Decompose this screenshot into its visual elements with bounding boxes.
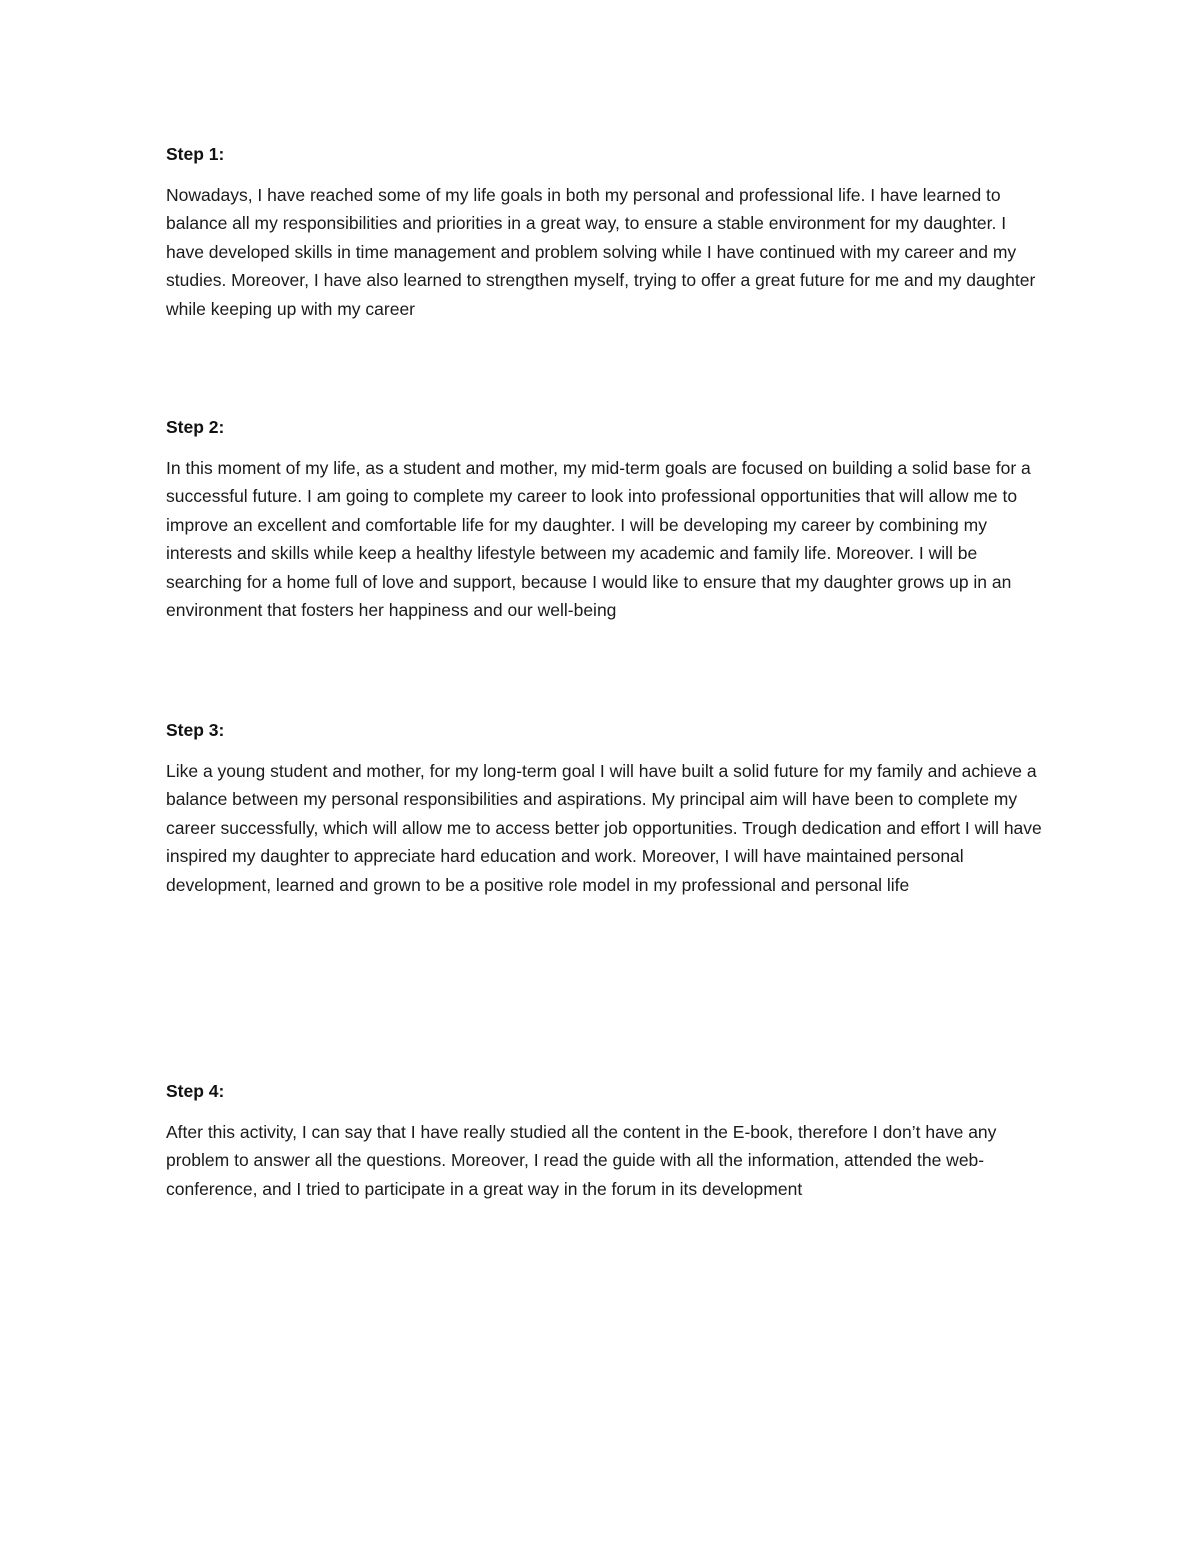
step-1-section xyxy=(166,140,1046,323)
step-2-section xyxy=(166,413,1046,625)
step-3-heading: Step 3: xyxy=(166,720,225,740)
step-3-paragraph: Like a young student and mother, for my long-term goal I will have built a solid future for my family and achieve a balance between my personal responsibilities and aspirations. My principal aim will have been to complete my career successfully, which will allow me to access better job opportunities. Trough dedication and effort I will have inspired my daughter to appreciate hard education and work. Moreover, I will have maintained personal development, learned and grown to be a positive role model in my professional and personal life xyxy=(166,760,1042,895)
step-1-heading: Step 1: xyxy=(166,144,225,164)
step-1-paragraph: Nowadays, I have reached some of my life goals in both my personal and professional life. I have learned to balance all my responsibilities and priorities in a great way, to ensure a stable environment for my daughter. I have developed skills in time management and problem solving while I have continued with my career and my studies. Moreover, I have also learned to strengthen myself, trying to offer a great future for me and my daughter while keeping up with my career xyxy=(166,184,1036,319)
step-4-section xyxy=(166,1077,1046,1203)
step-4-heading: Step 4: xyxy=(166,1081,225,1101)
step-4-paragraph: After this activity, I can say that I have really studied all the content in the E-book, therefore I don’t have any problem to answer all the questions. Moreover, I read the guide with all the information, attended the web-conference, and I tried to participate in a great way in the forum in its development xyxy=(166,1121,997,1199)
step-2-heading: Step 2: xyxy=(166,417,225,437)
step-3-section xyxy=(166,716,1046,899)
step-2-paragraph: In this moment of my life, as a student and mother, my mid-term goals are focused on building a solid base for a successful future. I am going to complete my career to look into professional opportunities that will allow me to improve an excellent and comfortable life for my daughter. I will be developing my career by combining my interests and skills while keep a healthy lifestyle between my academic and family life. Moreover. I will be searching for a home full of love and support, because I would like to ensure that my daughter grows up in an environment that fosters her happiness and our well-being xyxy=(166,457,1031,620)
